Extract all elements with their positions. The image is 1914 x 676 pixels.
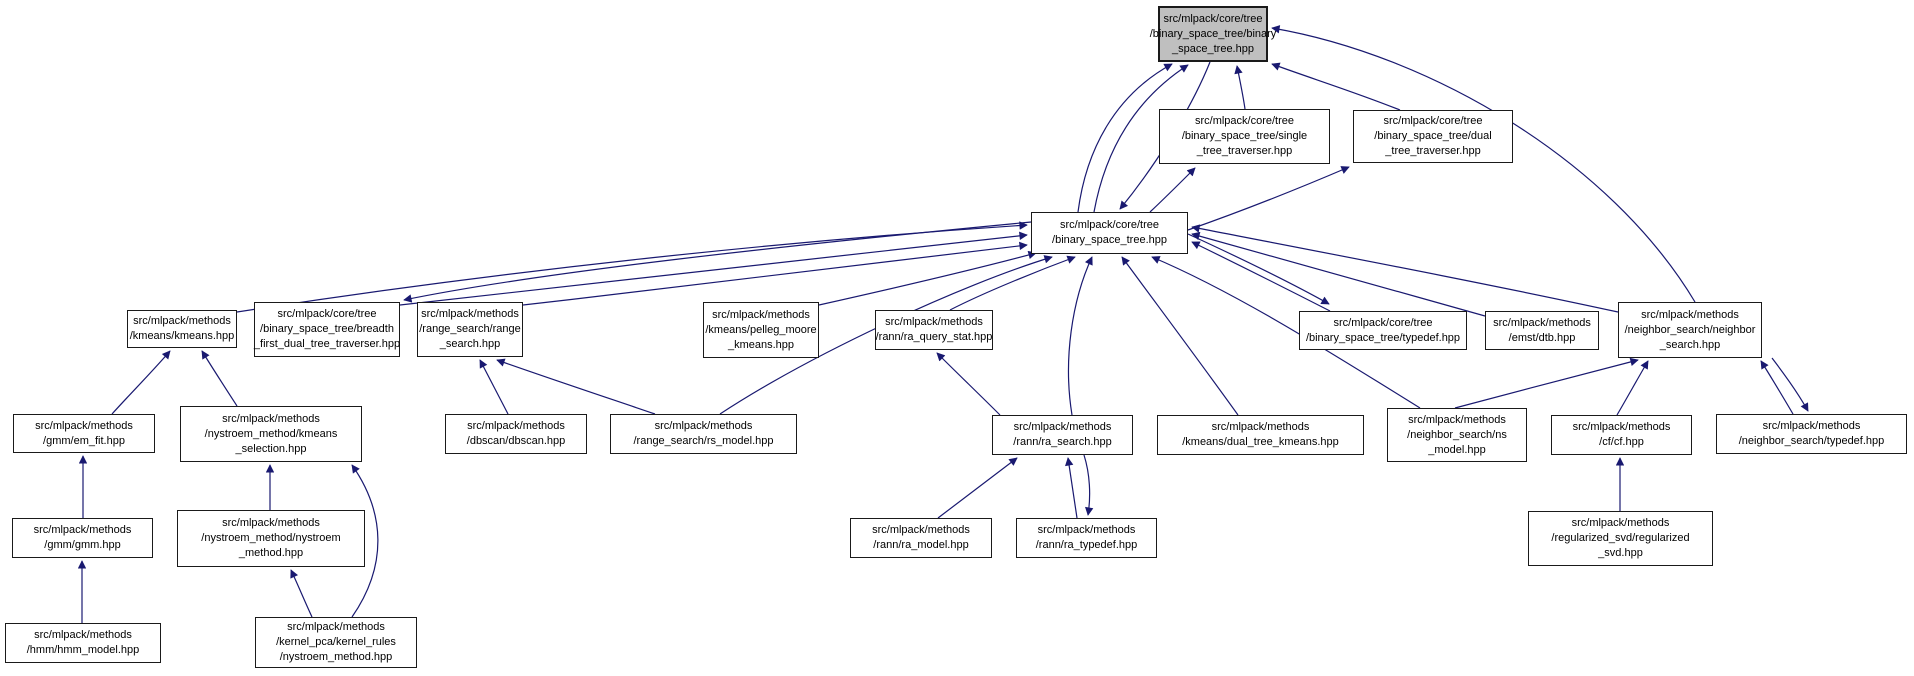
node-label-line: src/mlpack/methods <box>872 524 970 536</box>
node-label-line: src/mlpack/methods <box>34 629 132 641</box>
node-cf[interactable] <box>1551 415 1692 455</box>
node-label-line: /neighbor_search/neighbor <box>1624 323 1756 336</box>
node-label-line: src/mlpack/core/tree <box>1383 115 1483 127</box>
edge-pelleg_moore-bst <box>819 253 1036 305</box>
node-label-line: /rann/ra_query_stat.hpp <box>875 331 993 343</box>
node-label-line: /nystroem_method/nystroem <box>201 532 341 544</box>
edge-ns_model-neighbor_search <box>1455 360 1638 408</box>
node-label-line: src/mlpack/methods <box>133 315 231 327</box>
node-label-line: /rann/ra_model.hpp <box>873 539 969 551</box>
edge-ra_query_stat-bst <box>950 257 1075 310</box>
edge-kmeans_selection-kmeans <box>202 351 237 406</box>
node-label-line: /rann/ra_search.hpp <box>1013 436 1112 448</box>
node-range_search[interactable] <box>417 302 523 357</box>
node-single_tt[interactable] <box>1159 109 1330 164</box>
edge-dbscan-range_search <box>480 360 508 414</box>
node-dtb[interactable] <box>1485 311 1599 350</box>
node-label-line: _search.hpp <box>439 338 501 350</box>
node-label-line: src/mlpack/methods <box>1211 421 1310 433</box>
node-label-line: /nystroem_method/kmeans <box>204 427 338 440</box>
node-label-line: /range_search/rs_model.hpp <box>633 435 774 447</box>
node-label-line: src/mlpack/methods <box>885 316 983 328</box>
node-breadth_first[interactable] <box>254 302 400 357</box>
node-label-line: src/mlpack/methods <box>1493 316 1591 329</box>
node-bst_typedef[interactable] <box>1299 311 1467 350</box>
node-label-line: src/mlpack/methods <box>1571 517 1670 529</box>
node-label-line: src/mlpack/methods <box>1762 420 1861 432</box>
edge-neighbor_search-ns_typedef <box>1772 358 1808 411</box>
node-label-line: src/mlpack/methods <box>1037 524 1136 536</box>
node-kmeans[interactable] <box>127 310 237 348</box>
node-bst_bst <box>1149 6 1277 62</box>
node-label-line: src/mlpack/methods <box>1408 413 1506 426</box>
edge-bst-dual_tt <box>1188 167 1349 230</box>
node-label-line: /cf/cf.hpp <box>1599 436 1644 448</box>
node-label-line: src/mlpack/methods <box>421 308 519 320</box>
node-ra_typedef[interactable] <box>1016 518 1157 558</box>
edge-bst_typedef-bst <box>1192 242 1330 311</box>
node-label-line: /binary_space_tree/breadth <box>260 323 394 335</box>
node-bst[interactable] <box>1031 212 1188 254</box>
node-ra_query_stat[interactable] <box>875 310 993 350</box>
node-label-line: src/mlpack/core/tree <box>1194 115 1295 127</box>
node-ra_model[interactable] <box>850 518 992 558</box>
node-label-line: _method.hpp <box>238 547 304 559</box>
node-hmm_model[interactable] <box>5 623 161 663</box>
node-label-line: /dbscan/dbscan.hpp <box>466 435 566 447</box>
node-label-line: src/mlpack/methods <box>654 420 753 432</box>
node-label-line: src/mlpack/core/tree <box>277 308 377 320</box>
node-pelleg_moore[interactable] <box>703 302 819 358</box>
node-nystroem[interactable] <box>177 510 365 567</box>
edge-dual_tree_kmeans-bst <box>1122 257 1238 415</box>
node-label-line: src/mlpack/core/tree <box>1163 12 1263 25</box>
node-label-line: src/mlpack/methods <box>712 308 810 321</box>
edge-ns_typedef-neighbor_search <box>1761 361 1793 414</box>
edge-em_fit-kmeans <box>112 351 170 414</box>
edge-rs_model-range_search <box>497 360 655 414</box>
edge-neighbor_search-bst <box>1192 227 1618 312</box>
node-reg_svd[interactable] <box>1528 511 1713 566</box>
node-label-line: _first_dual_tree_traverser.hpp <box>253 338 401 350</box>
node-ns_model[interactable] <box>1387 408 1527 462</box>
edge-kmeans-bst <box>237 225 1027 312</box>
node-label-line: _search.hpp <box>1659 338 1721 351</box>
node-label-line: _kmeans.hpp <box>727 338 795 351</box>
node-label-line: /nystroem_method.hpp <box>279 651 393 663</box>
node-label-line: _space_tree.hpp <box>1172 42 1254 55</box>
node-label-line: /neighbor_search/typedef.hpp <box>1738 435 1885 447</box>
node-label-line: src/mlpack/core/tree <box>1333 316 1433 329</box>
edge-ra_search-ra_typedef <box>1084 455 1090 515</box>
edge-bst-single_tt <box>1150 168 1195 212</box>
edge-ra_search-ra_query_stat <box>937 353 1000 415</box>
node-label-line: /gmm/em_fit.hpp <box>43 434 125 447</box>
node-label-line: /rann/ra_typedef.hpp <box>1035 539 1138 551</box>
node-ra_search[interactable] <box>992 415 1133 455</box>
node-label-line: _tree_traverser.hpp <box>1196 145 1293 157</box>
node-label-line: src/mlpack/methods <box>1641 308 1739 321</box>
node-rs_model[interactable] <box>610 414 797 454</box>
node-label-line: _tree_traverser.hpp <box>1385 145 1481 157</box>
node-label-line: _svd.hpp <box>1598 547 1643 559</box>
node-em_fit[interactable] <box>13 414 155 453</box>
node-label-line: _model.hpp <box>1428 443 1486 456</box>
node-label-line: src/mlpack/methods <box>222 412 320 425</box>
node-label-line: _selection.hpp <box>235 442 307 455</box>
node-label-line: src/mlpack/methods <box>222 517 320 529</box>
edge-range_search-bst <box>523 245 1027 305</box>
edge-ra_search-bst <box>1069 257 1092 415</box>
node-label-line: /regularized_svd/regularized <box>1551 532 1690 544</box>
edge-breadth_first-bst <box>400 235 1027 305</box>
node-dual_tree_kmeans[interactable] <box>1157 415 1364 455</box>
node-label-line: /binary_space_tree/typedef.hpp <box>1305 331 1461 344</box>
node-dual_tt[interactable] <box>1353 110 1513 163</box>
node-label-line: /binary_space_tree.hpp <box>1052 234 1167 246</box>
node-label-line: src/mlpack/methods <box>35 419 133 432</box>
node-label-line: src/mlpack/core/tree <box>1059 219 1160 231</box>
edge-bst-breadth_first <box>404 222 1031 300</box>
node-label-line: src/mlpack/methods <box>287 621 385 633</box>
edge-single_tt-bst_bst <box>1237 66 1245 109</box>
node-label-line: /hmm/hmm_model.hpp <box>26 644 140 656</box>
node-label-line: /neighbor_search/ns <box>1407 428 1507 441</box>
node-label-line: /kernel_pca/kernel_rules <box>276 636 396 648</box>
node-label-line: /kmeans/dual_tree_kmeans.hpp <box>1182 436 1339 448</box>
node-ns_typedef[interactable] <box>1716 414 1907 454</box>
node-label-line: /gmm/gmm.hpp <box>44 539 121 551</box>
node-kmeans_selection[interactable] <box>180 406 362 462</box>
edge-bst-bst_bst <box>1078 64 1172 212</box>
node-label-line: src/mlpack/methods <box>467 420 565 432</box>
node-label-line: src/mlpack/methods <box>1013 421 1112 433</box>
node-label-line: /kmeans/pelleg_moore <box>705 323 817 336</box>
edge-dual_tt-bst_bst <box>1272 64 1400 110</box>
node-kernel_pca[interactable] <box>255 617 417 668</box>
node-label-line: /emst/dtb.hpp <box>1508 331 1576 344</box>
node-label-line: /binary_space_tree/dual <box>1374 130 1492 142</box>
edge-ra_model-ra_search <box>938 458 1017 518</box>
node-neighbor_search[interactable] <box>1618 302 1762 358</box>
node-label-line: /binary_space_tree/single <box>1181 130 1308 142</box>
node-dbscan[interactable] <box>445 414 587 454</box>
node-label-line: /binary_space_tree/binary <box>1149 27 1277 40</box>
edge-bst-bst_typedef <box>1188 234 1329 304</box>
edge-neighbor_search-bst_bst <box>1272 28 1695 302</box>
node-label-line: /kmeans/kmeans.hpp <box>129 330 235 342</box>
edge-kernel_pca-nystroem <box>291 570 312 617</box>
node-label-line: src/mlpack/methods <box>1572 421 1671 433</box>
edge-ra_typedef-ra_search <box>1068 458 1077 518</box>
node-label-line: src/mlpack/methods <box>33 524 132 536</box>
node-label-line: /range_search/range <box>419 323 521 335</box>
edge-cf-neighbor_search <box>1617 361 1648 415</box>
node-gmm[interactable] <box>12 518 153 558</box>
